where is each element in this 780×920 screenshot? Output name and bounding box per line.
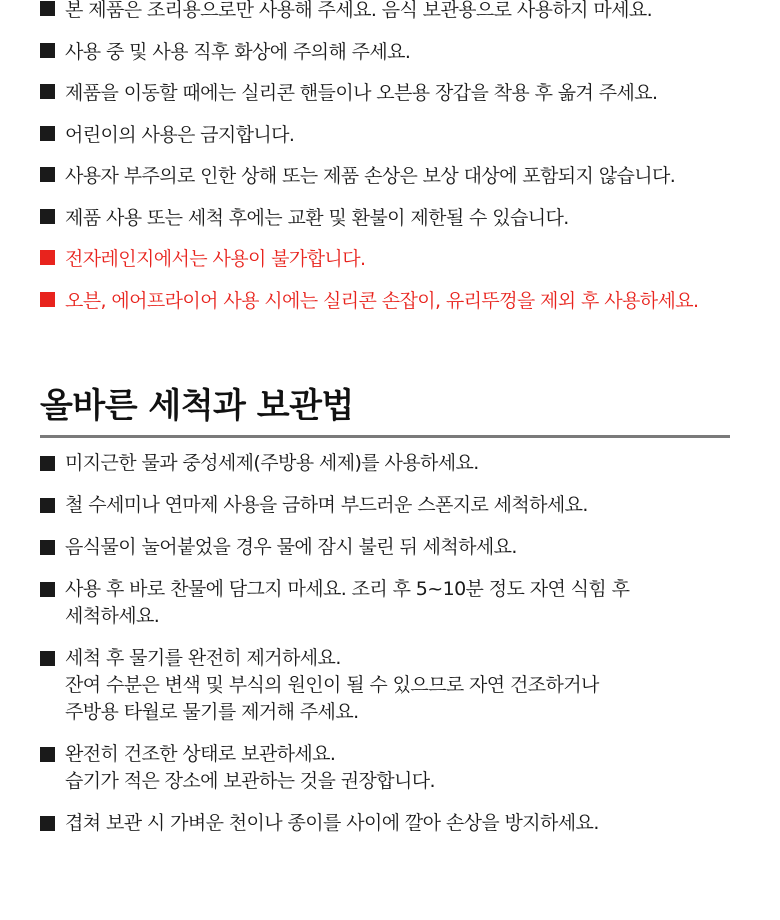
warning-item-red [40, 279, 770, 321]
warning-text: 제품을 이동할 때에는 실리콘 핸들이나 오븐용 장갑을 착용 후 옮겨 주세요. [65, 82, 658, 105]
square-bullet-icon [40, 747, 55, 762]
care-item [40, 645, 760, 726]
warning-text: 어린이의 사용은 금지합니다. [65, 123, 295, 146]
warning-item [40, 30, 770, 72]
care-text: 미지근한 물과 중성세제(주방용 세제)를 사용하세요. [65, 452, 479, 474]
warning-list [40, 0, 770, 320]
care-item [40, 576, 760, 630]
warning-item [40, 154, 770, 196]
warning-item [40, 113, 770, 155]
care-text: 철 수세미나 연마제 사용을 금하며 부드러운 스폰지로 세척하세요. [65, 494, 588, 516]
warning-item [40, 196, 770, 238]
square-bullet-icon [40, 126, 55, 141]
square-bullet-icon [40, 209, 55, 224]
care-text: 겹쳐 보관 시 가벼운 천이나 종이를 사이에 깔아 손상을 방지하세요. [65, 812, 599, 834]
warning-text: 전자레인지에서는 사용이 불가합니다. [65, 248, 366, 271]
warning-text: 본 제품은 조리용으로만 사용해 주세요. 음식 보관용으로 사용하지 마세요. [65, 0, 653, 22]
square-bullet-icon [40, 582, 55, 597]
care-item [40, 810, 760, 837]
square-bullet-icon [40, 498, 55, 513]
square-bullet-icon [40, 816, 55, 831]
care-item [40, 534, 760, 561]
section-divider [40, 435, 730, 438]
care-text: 완전히 건조한 상태로 보관하세요. [65, 743, 336, 765]
warning-text: 제품 사용 또는 세척 후에는 교환 및 환불이 제한될 수 있습니다. [65, 206, 569, 229]
care-list [40, 450, 760, 852]
square-bullet-icon [40, 651, 55, 666]
square-bullet-icon [40, 1, 55, 16]
care-item [40, 741, 760, 795]
care-text: 잔여 수분은 변색 및 부식의 원인이 될 수 있으므로 자연 건조하거나 [65, 674, 599, 696]
care-text: 주방용 타월로 물기를 제거해 주세요. [65, 701, 359, 723]
square-bullet-icon [40, 540, 55, 555]
care-text: 음식물이 눌어붙었을 경우 물에 잠시 불린 뒤 세척하세요. [65, 536, 517, 558]
warning-item [40, 71, 770, 113]
warning-text: 사용 중 및 사용 직후 화상에 주의해 주세요. [65, 40, 411, 63]
care-text: 세척하세요. [65, 605, 160, 627]
warning-item-red [40, 237, 770, 279]
square-bullet-icon [40, 292, 55, 307]
care-text: 사용 후 바로 찬물에 담그지 마세요. 조리 후 5~10분 정도 자연 식힘 후 [65, 578, 630, 600]
care-item [40, 492, 760, 519]
warning-text: 사용자 부주의로 인한 상해 또는 제품 손상은 보상 대상에 포함되지 않습니다. [65, 165, 676, 188]
square-bullet-icon [40, 456, 55, 471]
warning-item [40, 0, 770, 30]
section-title: 올바른 세척과 보관법 [40, 386, 354, 426]
square-bullet-icon [40, 84, 55, 99]
care-text: 세척 후 물기를 완전히 제거하세요. [65, 647, 341, 669]
warning-text: 오븐, 에어프라이어 사용 시에는 실리콘 손잡이, 유리뚜껑을 제외 후 사용하세요. [65, 289, 699, 312]
square-bullet-icon [40, 43, 55, 58]
square-bullet-icon [40, 250, 55, 265]
care-item [40, 450, 760, 477]
care-text: 습기가 적은 장소에 보관하는 것을 권장합니다. [65, 770, 435, 792]
square-bullet-icon [40, 167, 55, 182]
